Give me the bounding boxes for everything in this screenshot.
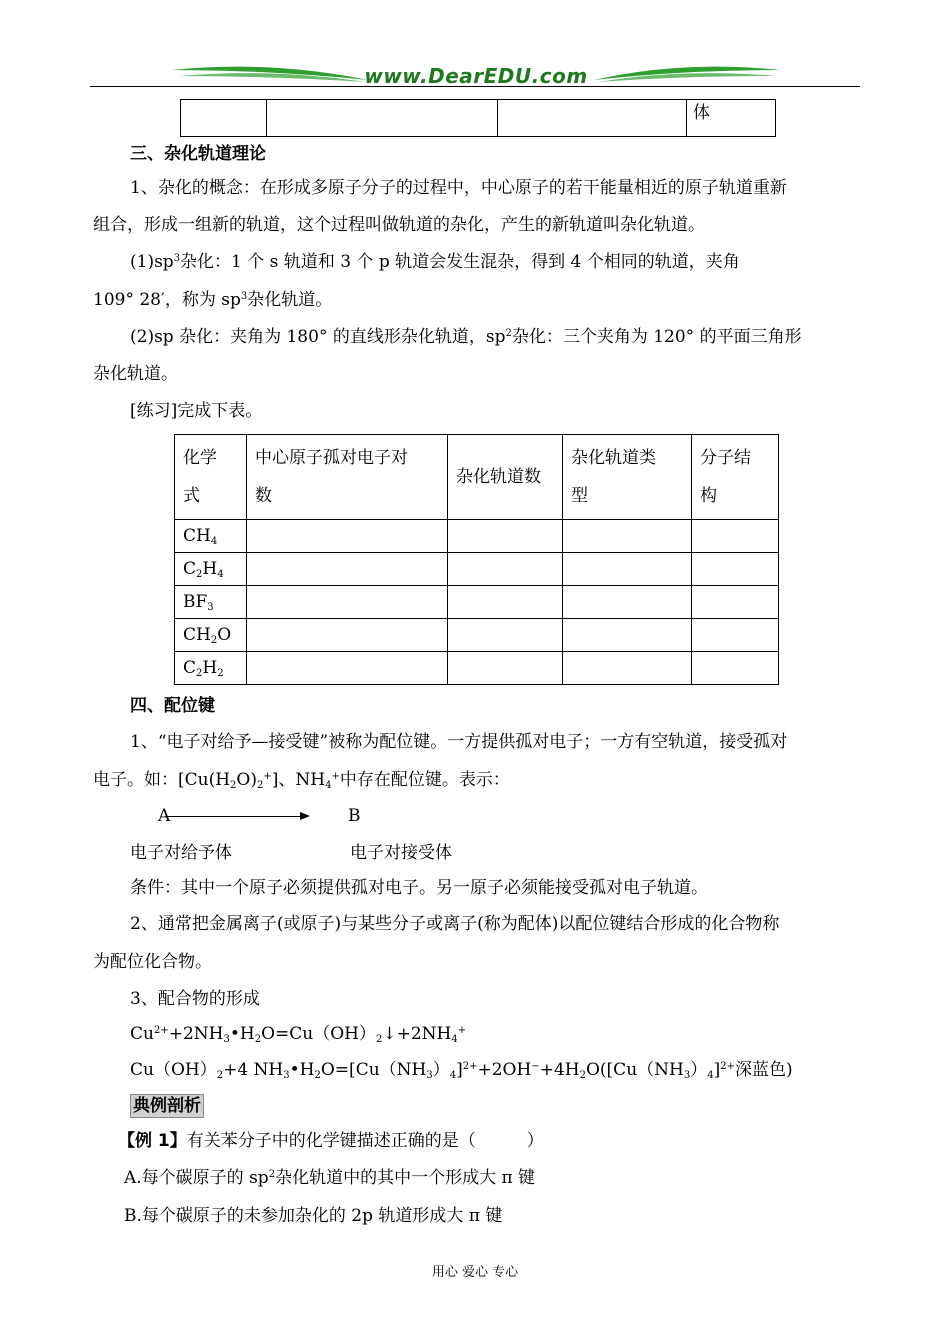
question — [118, 1129, 544, 1153]
donor-label: 电子对给予体 — [130, 843, 232, 863]
header-cell: 杂化轨道数 — [448, 435, 563, 520]
paragraph — [130, 325, 802, 349]
table-cell — [247, 553, 448, 586]
header-cell: 分子结 构 — [692, 435, 779, 520]
table-cell — [267, 100, 498, 137]
paragraph: 3、配合物的形成 — [130, 989, 260, 1009]
table-cell — [498, 100, 687, 137]
example-section-label: 典例剖析 — [130, 1094, 204, 1118]
practice-table — [174, 434, 779, 685]
section-title: 三、杂化轨道理论 — [130, 144, 266, 164]
superscript: 3 — [173, 253, 181, 264]
table-cell — [563, 553, 692, 586]
table-cell — [563, 619, 692, 652]
table-row — [175, 586, 779, 619]
table-cell — [448, 619, 563, 652]
header-cell: 中心原子孤对电子对 数 — [247, 435, 448, 520]
text: (1)sp — [130, 252, 174, 272]
arrow-right-icon — [300, 812, 310, 820]
superscript: 3 — [240, 291, 248, 302]
arrow-line — [165, 816, 303, 817]
text: 杂化：三个夹角为 120° 的平面三角形 — [511, 327, 802, 347]
practice-intro: [练习]完成下表。 — [130, 401, 263, 421]
table-header-row — [175, 435, 779, 520]
top-partial-table — [180, 99, 776, 137]
table-cell — [448, 652, 563, 685]
table-cell — [692, 586, 779, 619]
option-b: B.每个碳原子的未参加杂化的 2p 轨道形成大 π 键 — [124, 1206, 503, 1226]
equation: $Cu^{2+}+2NH_3•H_2O=Cu(OH)_2↓+2NH_4^+$ — [130, 1024, 467, 1045]
paragraph — [130, 250, 740, 274]
header-cell: 化学 式 — [175, 435, 247, 520]
table-cell — [563, 652, 692, 685]
paragraph: 为配位化合物。 — [93, 952, 212, 972]
table-cell: 体 — [687, 100, 776, 137]
page-footer: 用心 爱心 专心 — [431, 1265, 519, 1280]
formula-cell: $CH_4$ — [175, 520, 247, 553]
table-cell — [448, 520, 563, 553]
formula-cell: $C_2H_2$ — [175, 652, 247, 685]
logo-swoosh-right — [592, 62, 782, 86]
equation: $Cu(OH)_2+4$ $NH_3•H_2O=[Cu(NH_3)_4]^{2+}+2OH^-+4H_2O([Cu(NH_3)_4]^{2+}$深蓝色) — [130, 1060, 793, 1081]
table-cell — [247, 652, 448, 685]
formula-cell: $C_2H_4$ — [175, 553, 247, 586]
table-cell — [448, 553, 563, 586]
formula-cell: $CH_2O$ — [175, 619, 247, 652]
section-title: 四、配位键 — [130, 696, 215, 716]
paragraph: 组合，形成一组新的轨道，这个过程叫做轨道的杂化，产生的新轨道叫杂化轨道。 — [93, 215, 705, 235]
donor-symbol: A — [158, 806, 171, 826]
text: 杂化：1 个 s 轨道和 3 个 p 轨道会发生混杂，得到 4 个相同的轨道，夹角 — [180, 252, 740, 272]
table-cell — [563, 520, 692, 553]
table-cell — [247, 619, 448, 652]
acceptor-symbol: B — [348, 806, 361, 826]
paragraph: 1、杂化的概念：在形成多原子分子的过程中，中心原子的若干能量相近的原子轨道重新 — [130, 178, 787, 198]
table-cell — [692, 652, 779, 685]
formula-cell: $BF_3$ — [175, 586, 247, 619]
table-row — [175, 520, 779, 553]
superscript: 2 — [505, 328, 512, 339]
paragraph: 1、“电子对给予—接受键”被称为配位键。一方提供孤对电子；一方有空轨道，接受孤对 — [130, 732, 788, 752]
table-cell — [692, 553, 779, 586]
question-tag: 【例 1】 — [118, 1131, 187, 1151]
paragraph — [93, 288, 332, 312]
option-a: A.每个碳原子的 $sp^2$杂化轨道中的其中一个形成大 π 键 — [124, 1168, 536, 1188]
site-logo: www.DearEDU.com — [364, 64, 588, 88]
logo-swoosh-left — [170, 62, 370, 86]
text: 杂化轨道。 — [247, 290, 333, 310]
table-cell — [181, 100, 267, 137]
table-row — [181, 100, 776, 137]
table-row — [175, 553, 779, 586]
paragraph: 条件：其中一个原子必须提供孤对电子。另一原子必须能接受孤对电子轨道。 — [130, 878, 708, 898]
header-cell: 杂化轨道类 型 — [563, 435, 692, 520]
paragraph: 电子。如：$[Cu(H_2O)_2^+]$、$NH_4^+$中存在配位键。表示： — [93, 770, 510, 791]
table-cell — [448, 586, 563, 619]
paragraph: 2、通常把金属离子(或原子)与某些分子或离子(称为配体)以配位键结合形成的化合物称 — [130, 914, 780, 934]
table-cell — [692, 619, 779, 652]
question-text: 有关苯分子中的化学键描述正确的是（ ） — [186, 1131, 544, 1151]
table-cell — [247, 520, 448, 553]
table-cell — [247, 586, 448, 619]
table-row — [175, 619, 779, 652]
acceptor-label: 电子对接受体 — [350, 843, 452, 863]
text: 109° 28′，称为 sp — [93, 290, 241, 310]
header-rule — [90, 86, 860, 87]
table-cell — [692, 520, 779, 553]
text: (2)sp 杂化：夹角为 180° 的直线形杂化轨道，sp — [130, 327, 506, 347]
paragraph: 杂化轨道。 — [93, 364, 178, 384]
table-cell — [563, 586, 692, 619]
table-row — [175, 652, 779, 685]
